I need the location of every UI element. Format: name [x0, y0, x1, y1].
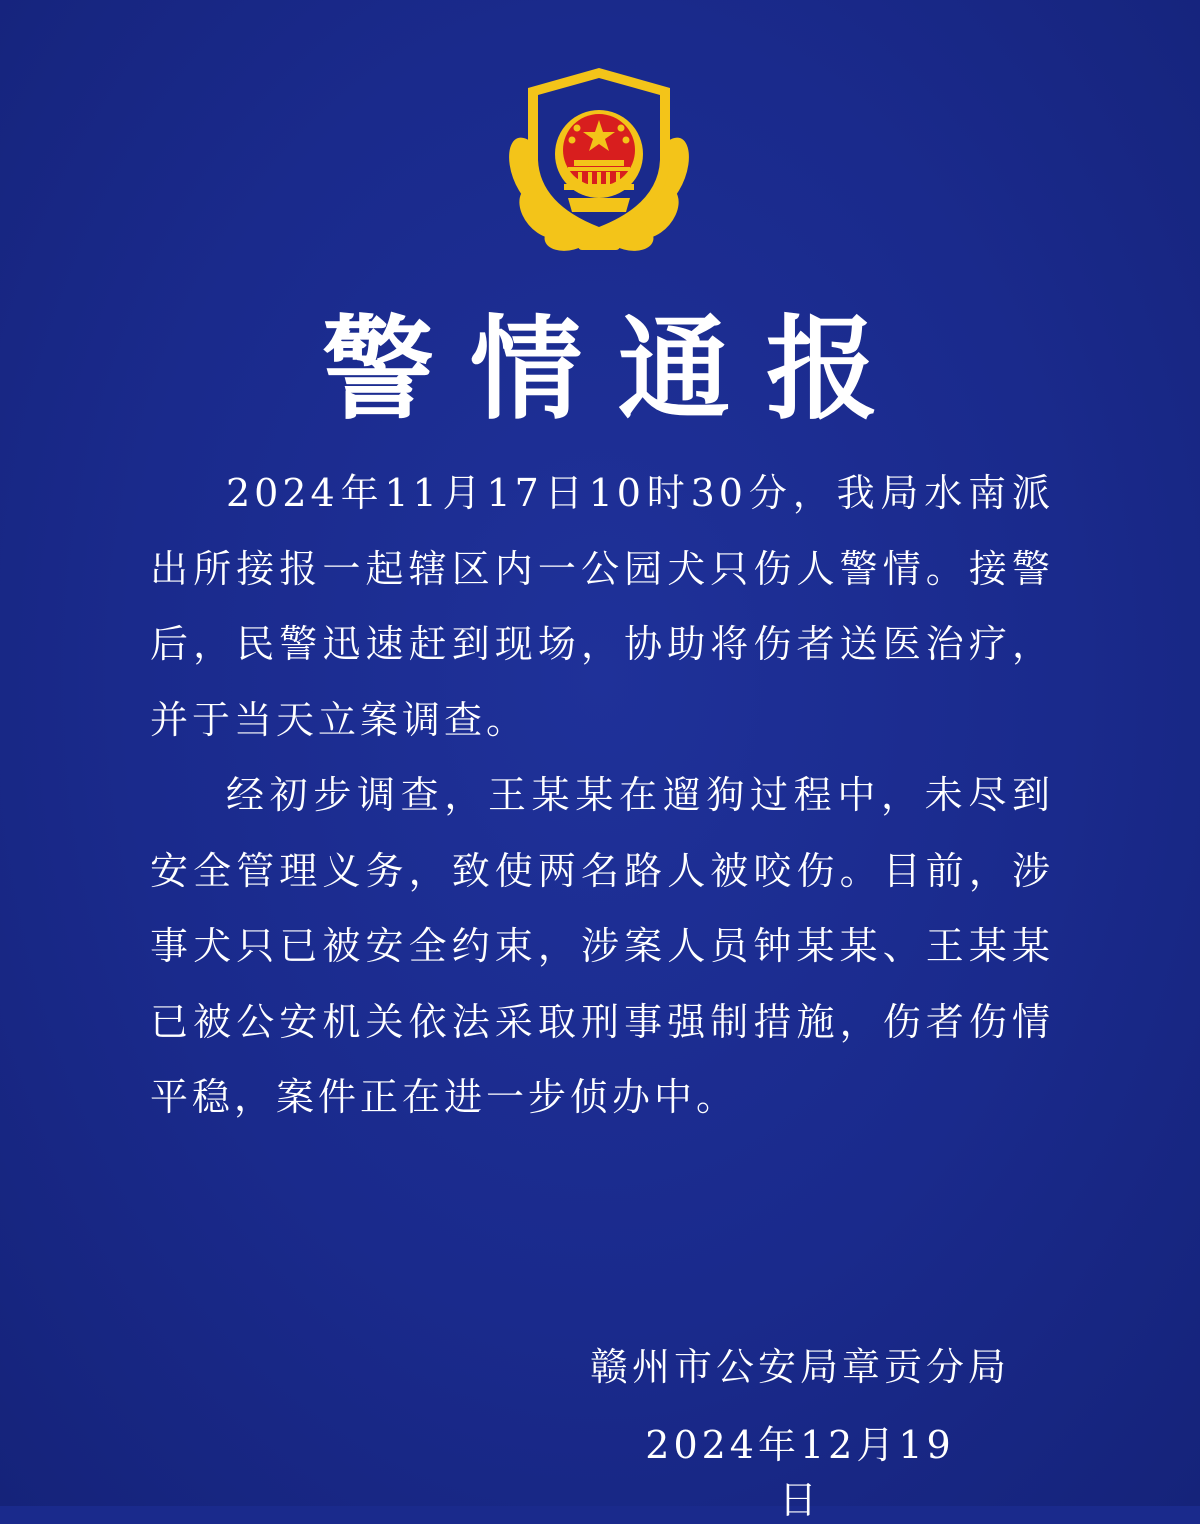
- paragraph-1: 2024年11月17日10时30分，我局水南派出所接报一起辖区内一公园犬只伤人警情。接警后，民警迅速赶到现场，协助将伤者送医治疗，并于当天立案调查。: [150, 471, 1054, 742]
- notice-body: [150, 456, 1054, 1136]
- page-title: 警情通报: [322, 304, 914, 435]
- paragraph-2: 经初步调查，王某某在遛狗过程中，未尽到安全管理义务，致使两名路人被咬伤。目前，涉事犬只已被安全约束，涉案人员钟某某、王某某已被公安机关依法采取刑事强制措施，伤者伤情平稳，案件正在进一步侦办中。: [150, 773, 1054, 1119]
- police-emblem-icon: [508, 62, 690, 254]
- issue-date: 2024年12月19日: [645, 1423, 955, 1522]
- issuer-name: 赣州市公安局章贡分局: [589, 1345, 1010, 1389]
